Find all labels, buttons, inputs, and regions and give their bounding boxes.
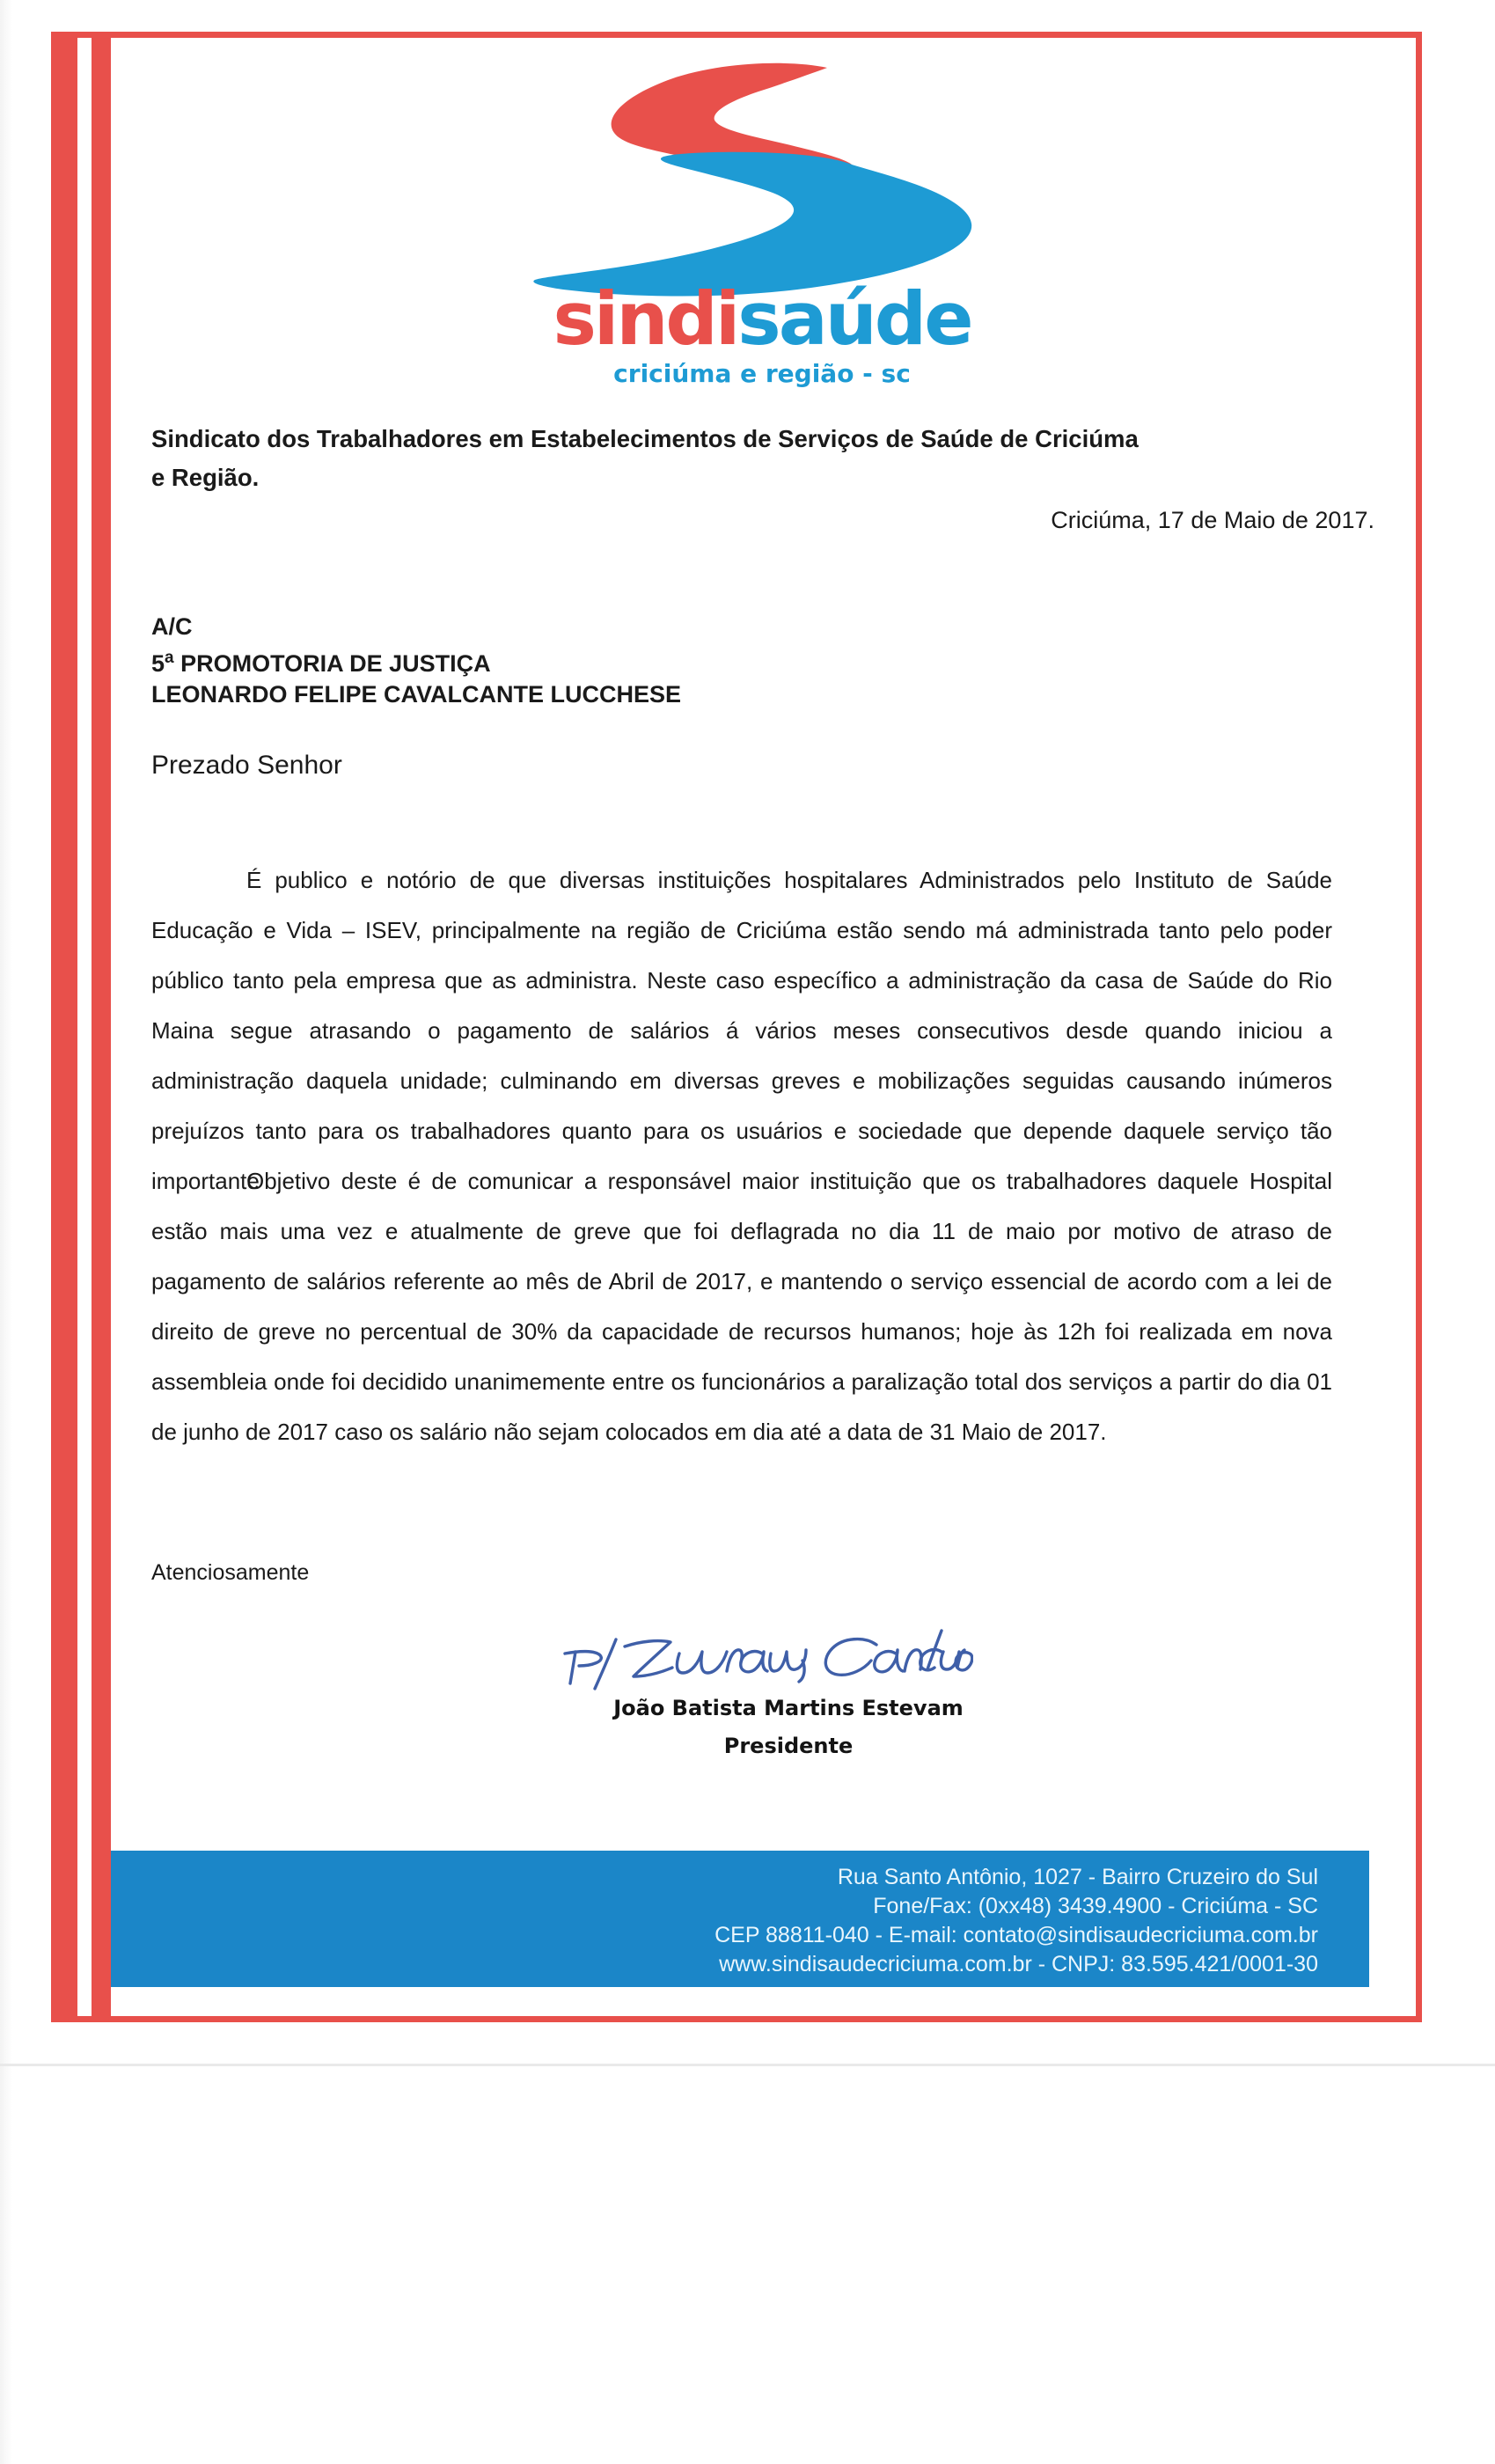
border-bar-thin-left — [92, 32, 111, 2022]
logo-subtitle: criciúma e região - sc — [613, 359, 911, 388]
place-and-date: Criciúma, 17 de Maio de 2017. — [1051, 507, 1374, 533]
border-line-bottom — [51, 2016, 1422, 2022]
office-number: 5 — [151, 650, 165, 677]
border-line-top — [51, 32, 1422, 38]
footer-website-cnpj-line: www.sindisaudecriciuma.com.br - CNPJ: 83.595.421/0001-30 — [719, 1952, 1318, 1976]
footer-cep-email-line: CEP 88811-040 - E-mail: contato@sindisaudecriciuma.com.br — [715, 1923, 1318, 1947]
body-paragraph-2: Objetivo deste é de comunicar a responsável maior instituição que os trabalhadores daquele Hospital estão mais uma vez e atualmente de greve que foi deflagrada no dia 11 de maio por motivo de atraso de pagamento de salários referente ao mês de Abril de 2017, e mantendo o serviço essencial de acordo com a lei de direito de greve no percentual de 30% da capacidade de recursos humanos; hoje às 12h foi realizada em nova assembleia onde foi decidido unanimemente entre os funcionários a paralização total dos serviços a partir do dia 01 de junho de 2017 caso os salário não sejam colocados em dia até a data de 31 Maio de 2017. — [151, 1168, 1332, 1445]
contact-footer-band — [111, 1851, 1369, 1987]
letter-content — [111, 38, 1416, 2016]
footer-phone-line: Fone/Fax: (0xx48) 3439.4900 - Criciúma - SC — [873, 1894, 1318, 1918]
recipient-name: LEONARDO FELIPE CAVALCANTE LUCCHESE — [151, 681, 682, 708]
office-ordinal-marker: a — [165, 649, 174, 667]
scan-left-edge-shading — [0, 0, 12, 2464]
logo-wordmark-saude: saúde — [737, 276, 971, 362]
scan-bottom-edge-shading — [0, 2064, 1495, 2066]
signer-role: Presidente — [723, 1734, 854, 1758]
valediction: Atenciosamente — [151, 1560, 310, 1585]
addressee-block — [151, 612, 1207, 710]
union-name-line-1: Sindicato dos Trabalhadores em Estabelecimentos de Serviços de Saúde de Criciúma — [151, 425, 1139, 452]
footer-address-line: Rua Santo Antônio, 1027 - Bairro Cruzeiro do Sul — [837, 1865, 1318, 1889]
union-name-line-2: e Região. — [151, 464, 260, 491]
handwritten-signature-icon — [560, 1622, 973, 1699]
logo-wordmark-sindi: sindi — [553, 276, 738, 362]
office-name: PROMOTORIA DE JUSTIÇA — [173, 650, 491, 677]
salutation: Prezado Senhor — [151, 751, 342, 780]
letterhead-logo — [111, 38, 1416, 407]
signer-name: João Batista Martins Estevam — [613, 1696, 964, 1720]
attention-label: A/C — [151, 613, 193, 640]
addressee-office — [151, 642, 1207, 679]
logo-inner — [454, 47, 1070, 407]
body-paragraph-1: É publico e notório de que diversas instituições hospitalares Administrados pelo Instituto de Saúde Educação e Vida – ISEV, principalmente na região de Criciúma estão sendo má administrada tanto pelo poder público tanto pela empresa que as administra. Neste caso específico a administração da casa de Saúde do Rio Maina segue atrasando o pagamento de salários á vários meses consecutivos desde quando iniciou a administração daquela unidade; culminando em diversas greves e mobilizações seguidas causando inúmeros prejuízos tanto para os trabalhadores quanto para os usuários e sociedade que depende daquele serviço tão importante — [151, 867, 1332, 1194]
border-line-right — [1416, 32, 1422, 2022]
border-bar-thick-left — [51, 32, 77, 2022]
union-name-heading — [151, 420, 1374, 497]
s-swoosh-logo-icon — [523, 52, 998, 298]
logo-wordmark — [454, 276, 1070, 362]
